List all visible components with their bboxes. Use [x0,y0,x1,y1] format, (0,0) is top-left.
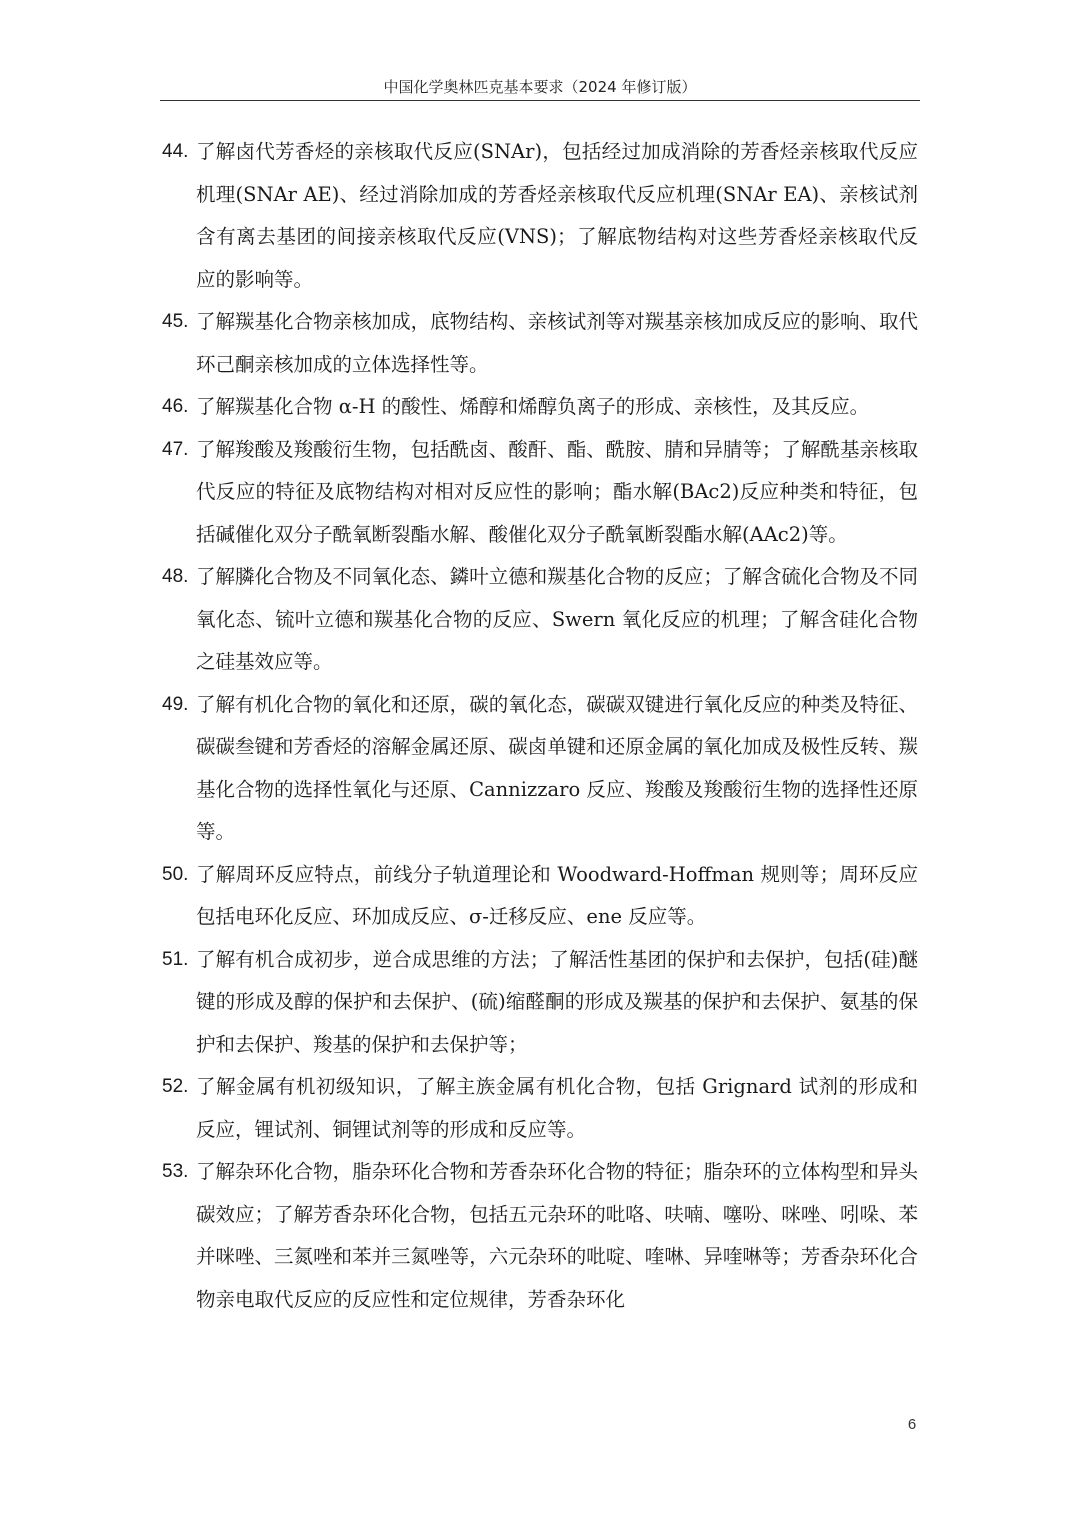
item-text: 了解有机合成初步，逆合成思维的方法；了解活性基团的保护和去保护，包括(硅)醚键的形成及醇的保护和去保护、(硫)缩醛酮的形成及羰基的保护和去保护、氨基的保护和去保护、羧基的保护和去保护等； [196,947,918,1056]
item-number: 47. [162,438,189,460]
list-item [162,854,918,939]
item-number: 46. [162,396,189,417]
item-text: 了解羰基化合物 α-H 的酸性、烯醇和烯醇负离子的形成、亲核性，及其反应。 [196,395,870,418]
list-item [162,684,918,854]
item-text: 了解羧酸及羧酸衍生物，包括酰卤、酸酐、酯、酰胺、腈和异腈等；了解酰基亲核取代反应的特征及底物结构对相对反应性的影响；酯水解(BAc2)反应种类和特征，包括碱催化双分子酰氧断裂酯水解、酸催化双分子酰氧断裂酯水解(AAc2)等。 [196,437,918,546]
list-item [162,301,918,386]
page-header-title: 中国化学奥林匹克基本要求（2024 年修订版） [383,78,697,96]
header-divider [160,100,920,101]
item-number: 52. [162,1076,189,1097]
list-item [162,1066,918,1151]
item-text: 了解周环反应特点，前线分子轨道理论和 Woodward-Hoffman 规则等；周环反应包括电环化反应、环加成反应、σ-迁移反应、ene 反应等。 [196,862,918,928]
item-number: 51. [162,948,189,970]
item-number: 49. [162,693,189,715]
list-item [162,386,918,429]
item-text: 了解膦化合物及不同氧化态、鏻叶立德和羰基化合物的反应；了解含硫化合物及不同氧化态、锍叶立德和羰基化合物的反应、Swern 氧化反应的机理；了解含硅化合物之硅基效应等。 [196,565,918,673]
list-item [162,939,918,1067]
page-number: 6 [907,1416,917,1433]
item-text: 了解卤代芳香烃的亲核取代反应(SNAr)，包括经过加成消除的芳香烃亲核取代反应机理(SNAr AE)、经过消除加成的芳香烃亲核取代反应机理(SNAr EA)、亲核试剂含有离去基团的间接亲核取代反应(VNS)；了解底物结构对这些芳香烃亲核取代反应的影响等。 [196,140,918,291]
item-number: 53. [162,1161,189,1182]
requirements-list [162,131,918,1321]
item-number: 50. [162,863,189,885]
item-text: 了解杂环化合物，脂杂环化合物和芳香杂环化合物的特征；脂杂环的立体构型和异头碳效应；了解芳香杂环化合物，包括五元杂环的吡咯、呋喃、噻吩、咪唑、吲哚、苯并咪唑、三氮唑和苯并三氮唑等，六元杂环的吡啶、喹啉、异喹啉等；芳香杂环化合物亲电取代反应的反应性和定位规律，芳香杂环化 [196,1160,918,1311]
list-item [162,556,918,684]
item-text: 了解羰基化合物亲核加成，底物结构、亲核试剂等对羰基亲核加成反应的影响、取代环己酮亲核加成的立体选择性等。 [196,310,918,376]
item-number: 48. [162,566,189,587]
item-text: 了解有机化合物的氧化和还原，碳的氧化态，碳碳双键进行氧化反应的种类及特征、碳碳叁键和芳香烃的溶解金属还原、碳卤单键和还原金属的氧化加成及极性反转、羰基化合物的选择性氧化与还原、Cannizzaro 反应、羧酸及羧酸衍生物的选择性还原等。 [196,692,918,843]
item-number: 45. [162,311,189,332]
item-number: 44. [162,141,189,162]
list-item [162,131,918,301]
list-item [162,429,918,557]
item-text: 了解金属有机初级知识，了解主族金属有机化合物，包括 Grignard 试剂的形成和反应，锂试剂、铜锂试剂等的形成和反应等。 [196,1075,918,1141]
list-item [162,1151,918,1321]
